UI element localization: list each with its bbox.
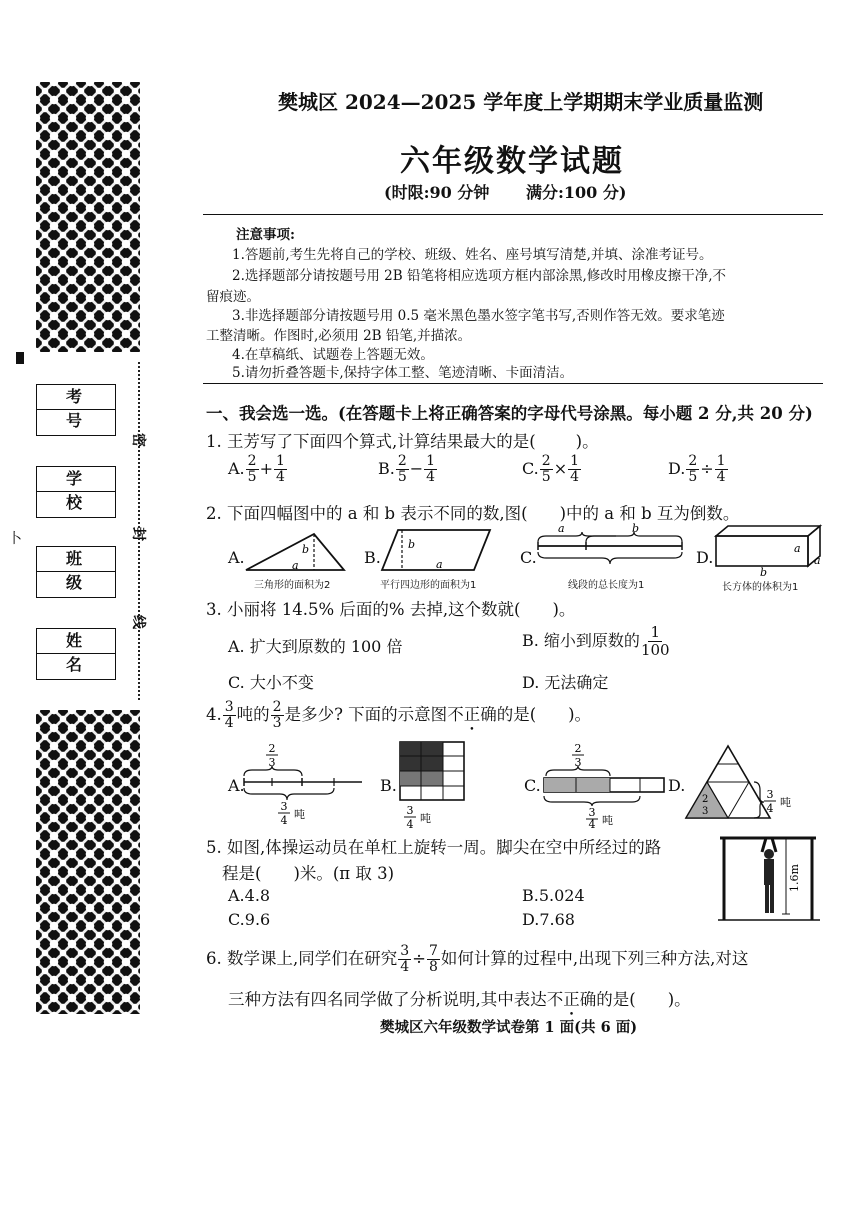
q4-c-bot-num: 3 — [588, 806, 596, 819]
q4-num: 4. — [206, 705, 222, 724]
q2-caption-a: 三角形的面积为2 — [254, 580, 331, 591]
q4-a-top-den: 3 — [268, 756, 276, 769]
school-label: 学 校 — [37, 467, 115, 492]
notice-item-1: 1.答题前,考生先将自己的学校、班级、姓名、座号填写清楚,并填、涂准考证号。 — [232, 247, 713, 263]
notice-item-2: 2.选择题部分请按题号用 2B 铅笔将相应选项方框内部涂黑,修改时用橡皮擦干净,不 — [232, 268, 727, 284]
q4-label-d[interactable]: D. — [668, 776, 686, 795]
q6-stem-line1 — [206, 944, 748, 975]
q2-b-b-label: b — [408, 538, 416, 551]
frac-num: 1 — [650, 623, 661, 641]
q5-option-a[interactable]: A.4.8 — [228, 886, 271, 905]
frac-den: 4 — [426, 469, 436, 485]
q4-c-top-den: 3 — [574, 756, 582, 769]
q6-line2-pre: 三种方法有四名同学做了分析说明,其中表达 — [228, 990, 547, 1009]
q4-a-ton: 吨 — [294, 808, 305, 821]
q6-stem-line2 — [228, 986, 691, 1010]
class-box[interactable] — [36, 546, 116, 598]
q3-option-d[interactable]: D. 无法确定 — [522, 673, 609, 692]
q1-d-op: ÷ — [700, 459, 714, 478]
frac-num: 3 — [224, 699, 234, 715]
q1-b-op: − — [409, 459, 424, 478]
frac-num: 2 — [541, 453, 551, 469]
q2-c-a-label: a — [558, 522, 565, 535]
q2-cuboid-figure — [712, 522, 824, 576]
q2-segment-figure — [536, 522, 686, 574]
q3-option-a[interactable]: A. 扩大到原数的 100 倍 — [228, 637, 403, 656]
q1-option-d[interactable] — [668, 454, 729, 485]
q2-stem — [206, 500, 739, 524]
q4-figure-b — [398, 740, 468, 828]
q2-stem-text: 2. 下面四幅图中的 a 和 b 表示不同的数,图( — [206, 504, 528, 523]
q5-stem-line1: 5. 如图,体操运动员在单杠上旋转一周。脚尖在空中所经过的路 — [206, 838, 662, 857]
q3-stem — [206, 596, 575, 620]
q6-line2-post: 的是( — [596, 990, 636, 1009]
frac-den: 100 — [640, 641, 670, 659]
q4-b-num: 3 — [406, 804, 414, 817]
frac-den: 4 — [570, 469, 580, 485]
q2-triangle-figure — [244, 528, 348, 574]
q1-option-a[interactable] — [228, 454, 288, 485]
notice-item-4: 4.在草稿纸、试题卷上答题无效。 — [232, 347, 434, 363]
corner-mark — [16, 352, 24, 364]
q2-d-a-label: a — [794, 542, 801, 555]
time-limit: (时限:90 分钟 — [384, 183, 490, 202]
frac-den: 4 — [224, 715, 234, 731]
frac-den: 5 — [688, 469, 698, 485]
exam-title: 樊城区 2024—2025 学年度上学期期末学业质量监测 — [278, 90, 764, 114]
q1-stem-end: )。 — [575, 432, 599, 451]
q4-d-in-num: 2 — [702, 794, 709, 805]
frac-num: 2 — [247, 453, 257, 469]
q3-stem-end: )。 — [552, 600, 576, 619]
q2-b-a-label: a — [436, 558, 443, 571]
binding-pattern-bottom — [36, 710, 140, 1014]
notice-rule — [203, 383, 823, 384]
frac-num: 1 — [275, 453, 285, 469]
frac-num: 2 — [397, 453, 407, 469]
side-mark: 卜 — [8, 531, 22, 547]
q5-option-d[interactable]: D.7.68 — [522, 910, 575, 929]
q4-a-bot-num: 3 — [280, 800, 288, 813]
q1-stem-text: 1. 王芳写了下面四个算式,计算结果最大的是( — [206, 432, 536, 451]
notice-item-5: 5.请勿折叠答题卡,保持字体工整、笔迹清晰、卡面清洁。 — [232, 365, 574, 381]
q1-option-b[interactable] — [378, 454, 438, 485]
q4-stem — [206, 700, 591, 731]
q2-caption-d: 长方体的体积为1 — [722, 582, 799, 593]
q2-label-c[interactable]: C. — [520, 548, 537, 567]
q3-b-text: B. 缩小到原数的 — [522, 631, 640, 650]
binding-char-seal: 密 — [130, 433, 146, 447]
frac-num: 2 — [688, 453, 698, 469]
q1-a-op: + — [259, 459, 273, 478]
q4-rest: 是多少? 下面的示意图 — [284, 705, 448, 724]
q4-label-a[interactable]: A. — [228, 776, 245, 795]
q2-d-a2-label: a — [814, 554, 821, 567]
header-rule — [203, 214, 823, 215]
frac-den: 4 — [716, 469, 726, 485]
q4-figure-a — [240, 740, 366, 826]
q4-rest2: 的是( — [496, 705, 537, 724]
frac-den: 5 — [397, 469, 407, 485]
frac-den: 5 — [247, 469, 257, 485]
frac-num: 7 — [428, 943, 438, 959]
q2-label-a[interactable]: A. — [228, 548, 245, 567]
q1-c-label: C. — [522, 459, 539, 478]
q2-a-b-label: b — [302, 543, 310, 556]
q1-stem — [206, 428, 599, 452]
frac-num: 3 — [400, 943, 410, 959]
frac-den: 5 — [541, 469, 551, 485]
q4-c-top-num: 2 — [574, 742, 582, 755]
q4-d-ton: 吨 — [780, 796, 791, 809]
q1-d-label: D. — [668, 459, 686, 478]
binding-char-line: 线 — [130, 615, 146, 629]
q5-stem2-text: 程是( — [222, 864, 262, 883]
q4-figure-c — [540, 740, 668, 828]
exam-number-label: 考 号 — [37, 385, 115, 410]
q5-height-label: 1.6m — [788, 864, 801, 892]
q5-stem-line2 — [222, 860, 394, 884]
q5-option-b[interactable]: B.5.024 — [522, 886, 585, 905]
notice-title: 注意事项: — [236, 227, 295, 243]
class-label: 班 级 — [37, 547, 115, 572]
binding-char-close: 封 — [130, 527, 146, 541]
q4-b-ton: 吨 — [420, 812, 431, 825]
q2-a-a-label: a — [292, 559, 299, 572]
exam-number-box[interactable] — [36, 384, 116, 436]
q4-figure-d — [684, 742, 804, 822]
q2-stem-end: )中的 a 和 b 互为倒数。 — [559, 504, 740, 523]
q2-parallelogram-figure — [380, 526, 492, 574]
frac-den: 4 — [400, 959, 410, 975]
q5-stem2-end: )米。(π 取 3) — [293, 864, 395, 883]
frac-den: 8 — [428, 959, 438, 975]
q6-post: 如何计算的过程中,出现下列三种方法,对这 — [440, 949, 749, 968]
q2-label-d[interactable]: D. — [696, 548, 714, 567]
q2-caption-c: 线段的总长度为1 — [568, 580, 645, 591]
q1-option-c[interactable] — [522, 454, 582, 485]
frac-den: 3 — [272, 715, 282, 731]
q6-pre: 6. 数学课上,同学们在研究 — [206, 949, 398, 968]
binding-pattern-top — [36, 82, 140, 352]
frac-den: 4 — [275, 469, 285, 485]
q6-line2-end: )。 — [667, 990, 691, 1009]
school-box[interactable] — [36, 466, 116, 518]
q4-label-b[interactable]: B. — [380, 776, 397, 795]
notice-item-2-cont: 留痕迹。 — [206, 289, 260, 305]
q3-stem-text: 3. 小丽将 14.5% 后面的% 去掉,这个数就( — [206, 600, 521, 619]
q4-c-bot-den: 4 — [588, 818, 596, 828]
q4-label-c[interactable]: C. — [524, 776, 541, 795]
q1-b-label: B. — [378, 459, 395, 478]
frac-num: 1 — [570, 453, 580, 469]
q1-c-op: × — [553, 459, 568, 478]
q2-c-b-label: b — [632, 522, 640, 535]
q2-caption-b: 平行四边形的面积为1 — [380, 580, 477, 591]
q3-option-c[interactable]: C. 大小不变 — [228, 673, 314, 692]
section-1-title: 一、我会选一选。(在答题卡上将正确答案的字母代号涂黑。每小题 2 分,共 20 分) — [206, 404, 813, 423]
frac-num: 1 — [716, 453, 726, 469]
q4-mid: 吨的 — [236, 705, 270, 724]
notice-item-3: 3.非选择题部分请按题号用 0.5 毫米黑色墨水签字笔书写,否则作答无效。要求笔迹 — [232, 308, 725, 324]
q5-gymnast-figure — [716, 832, 824, 924]
q1-a-label: A. — [228, 459, 245, 478]
q4-d-den: 4 — [766, 802, 774, 815]
q4-c-ton: 吨 — [602, 814, 613, 827]
notice-item-3-cont: 工整清晰。作图时,必须用 2B 铅笔,并描浓。 — [206, 328, 472, 344]
name-box[interactable] — [36, 628, 116, 680]
frac-num: 2 — [272, 699, 282, 715]
q4-emphasis: 不正确 — [447, 705, 497, 724]
q4-a-bot-den: 4 — [280, 814, 288, 826]
page-footer: 樊城区六年级数学试卷第 1 面(共 6 面) — [380, 1019, 638, 1036]
subject-title: 六年级数学试题 — [400, 144, 624, 179]
q6-emphasis: 不正确 — [546, 990, 597, 1009]
q6-op: ÷ — [412, 949, 426, 968]
q2-label-b[interactable]: B. — [364, 548, 381, 567]
q4-a-top-num: 2 — [268, 742, 276, 755]
name-label: 姓 名 — [37, 629, 115, 654]
frac-num: 1 — [426, 453, 436, 469]
q4-d-num: 3 — [766, 788, 774, 801]
full-score: 满分:100 分) — [526, 183, 627, 202]
q3-option-b[interactable] — [522, 624, 671, 659]
q4-b-den: 4 — [406, 818, 414, 828]
q4-stem-end: )。 — [568, 705, 592, 724]
q4-d-in-den: 3 — [702, 806, 709, 817]
q5-option-c[interactable]: C.9.6 — [228, 910, 271, 929]
q2-d-b-label: b — [760, 566, 768, 576]
